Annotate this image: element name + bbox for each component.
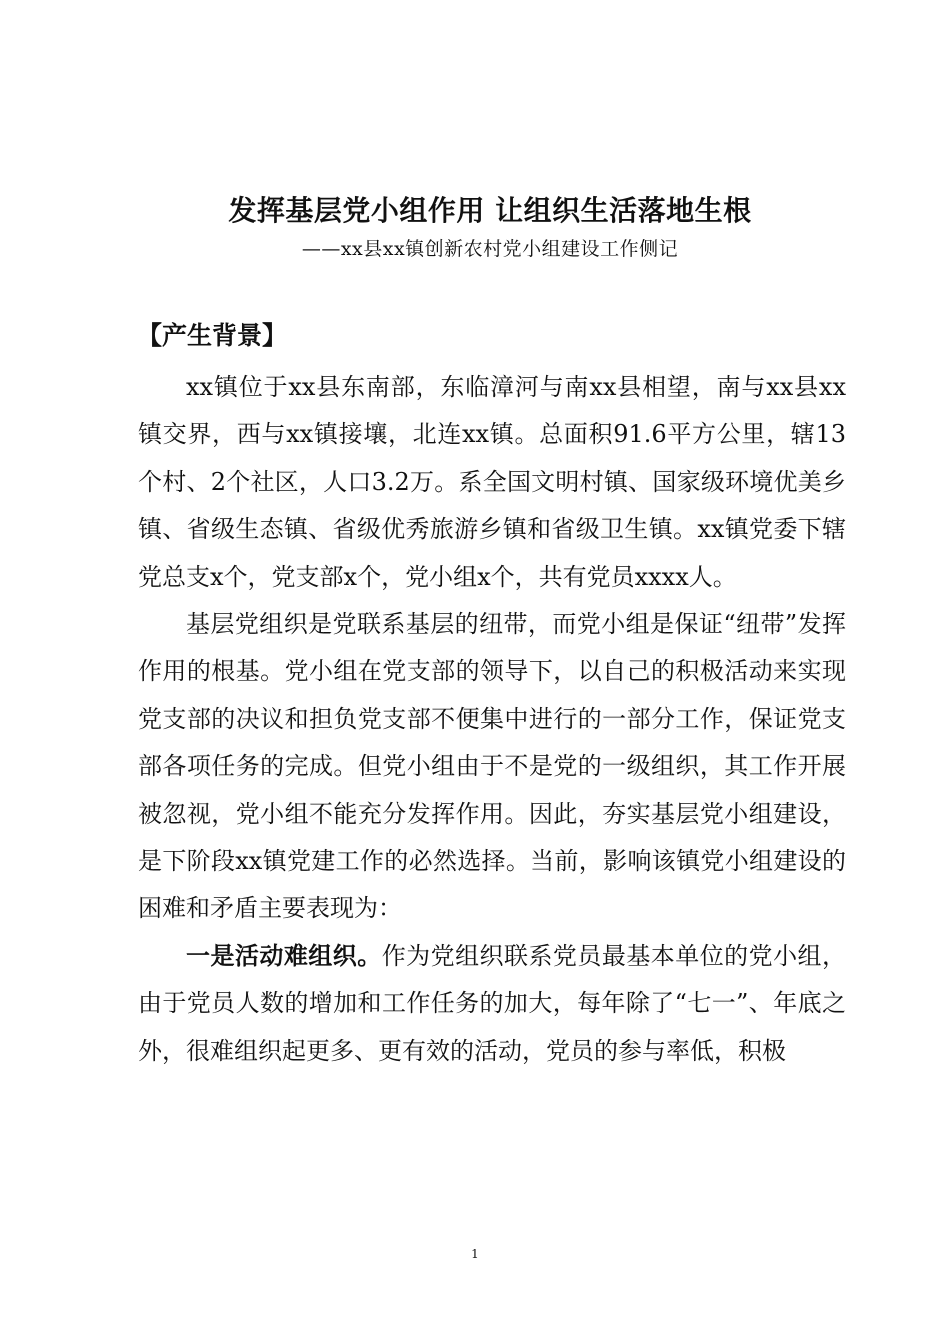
paragraph-background: xx镇位于xx县东南部，东临漳河与南xx县相望，南与xx县xx镇交界，西与xx镇接壤，北连xx镇。总面积91.6平方公里，辖13个村、2个社区，人口3.2万。系全国文明村镇、国家级环境优美乡镇、省级生态镇、省级优秀旅游乡镇和省级卫生镇。xx镇党委下辖党总支x个，党支部x个，党小组x个，共有党员xxxx人。 — [138, 373, 846, 591]
document-subtitle: ——xx县xx镇创新农村党小组建设工作侧记 — [301, 238, 679, 260]
document-title: 发挥基层党小组作用 让组织生活落地生根 — [228, 194, 752, 227]
paragraph-party-group-role: 基层党组织是党联系基层的纽带，而党小组是保证“纽带”发挥作用的根基。党小组在党支部的领导下，以自己的积极活动来实现党支部的决议和担负党支部不便集中进行的一部分工作，保证党支部各项任务的完成。但党小组由于不是党的一级组织，其工作开展被忽视，党小组不能充分发挥作用。因此，夯实基层党小组建设，是下阶段xx镇党建工作的必然选择。当前，影响该镇党小组建设的困难和矛盾主要表现为： — [138, 610, 846, 923]
paragraph-body-text: 作为党组织联系党员最基本单位的党小组，由于党员人数的增加和工作任务的加大，每年除了“七一”、年底之外，很难组织起更多、更有效的活动，党员的参与率低，积极 — [138, 941, 847, 1065]
document-body — [138, 364, 846, 1075]
section-heading: 【产生背景】 — [137, 321, 288, 350]
paragraph-lead-text: 一是活动难组织。 — [186, 941, 382, 970]
paragraph-first-issue — [138, 933, 846, 1075]
page-number: 1 — [471, 1247, 479, 1261]
